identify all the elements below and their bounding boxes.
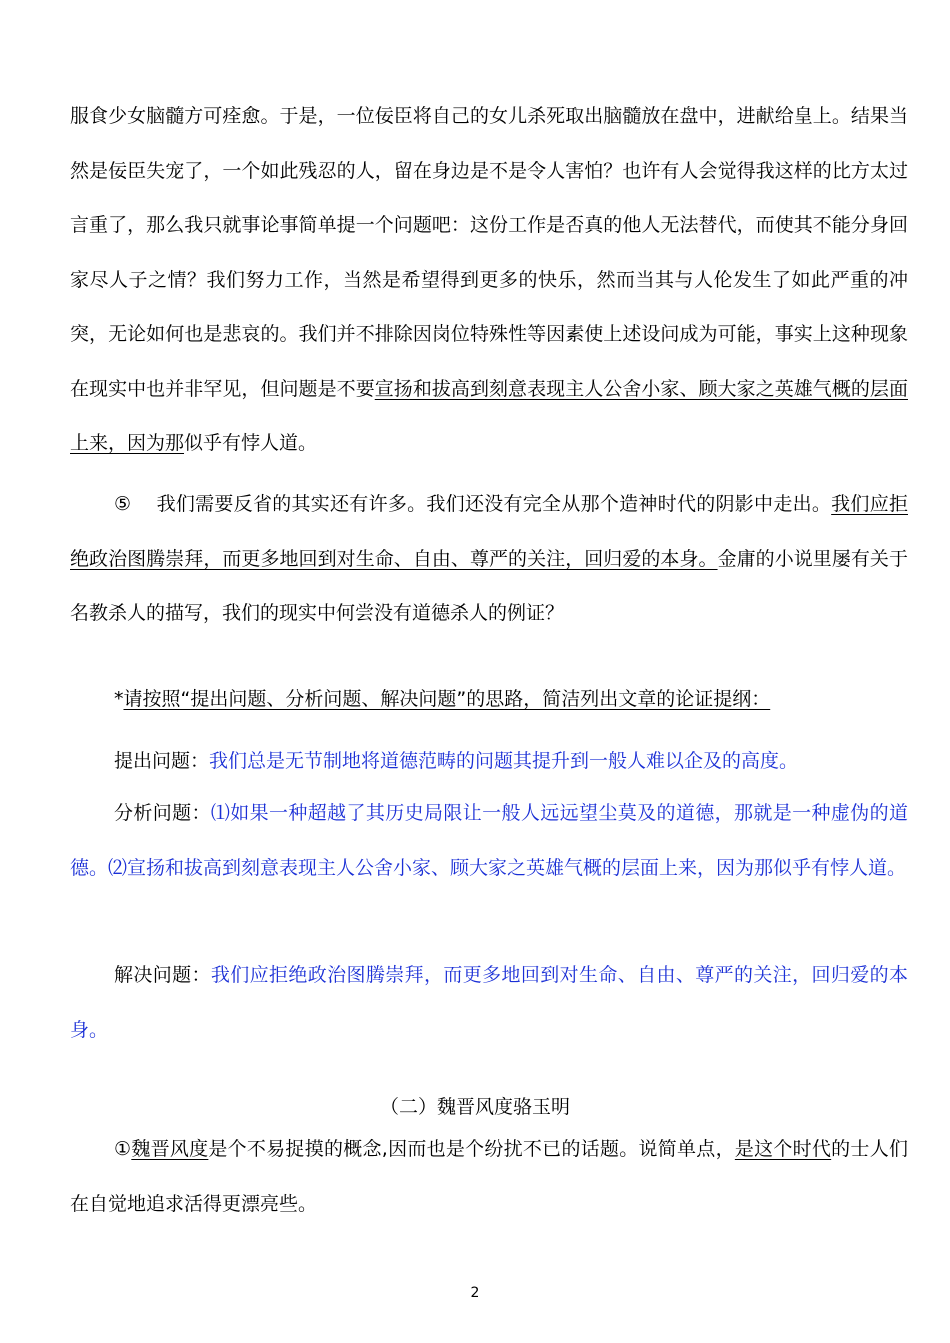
answer-solve [70, 948, 908, 1057]
underlined-phrase: 宣扬和拔高到刻意表现主人公舍小家、顾大家之英雄气概的层面上来，因为那 [70, 377, 908, 454]
answer-analyze-text: ⑴如果一种超越了其历史局限让一般人远远望尘莫及的道德，那就是一种虚伪的道德。⑵宣扬和拔高到刻意表现主人公舍小家、顾大家之英雄气概的层面上来，因为那似乎有悖人道。 [70, 802, 908, 879]
answer-analyze [70, 786, 908, 895]
section-author: 骆玉明 [513, 1096, 571, 1118]
underlined-phrase: 我们应拒绝政治图腾崇拜，而更多地回到对生命、自由、尊严的关注，回归爱的本身。 [70, 493, 908, 570]
answer-analyze-label: 分析问题： [114, 802, 211, 824]
answer-solve-text: 我们应拒绝政治图腾崇拜，而更多地回到对生命、自由、尊严的关注，回归爱的本身。 [70, 964, 908, 1041]
page-number: 2 [470, 1285, 480, 1301]
section-paragraph-1: ①魏晋风度是个不易捉摸的概念,因而也是个纷扰不已的话题。说简单点，是这个时代的士人们在自觉地追求活得更漂亮些。 [70, 1138, 908, 1215]
answer-raise [70, 734, 908, 789]
question-prompt: *请按照“提出问题、分析问题、解决问题”的思路，简洁列出文章的论证提纲： [114, 688, 771, 710]
paragraph-5: ⑤ 我们需要反省的其实还有许多。我们还没有完全从那个造神时代的阴影中走出。我们应拒绝政治图腾崇拜，而更多地回到对生命、自由、尊严的关注，回归爱的本身。金庸的小说里屡有关于名教杀人的描写，我们的现实中何尝没有道德杀人的例证？ [70, 493, 908, 624]
section-title: （二）魏晋风度骆玉明 [379, 1096, 571, 1118]
question-text: 请按照“提出问题、分析问题、解决问题”的思路，简洁列出文章的论证提纲： [123, 688, 771, 710]
paragraph-4-continued: 服食少女脑髓方可痊愈。于是，一位佞臣将自己的女儿杀死取出脑髓放在盘中，进献给皇上。结果当然是佞臣失宠了，一个如此残忍的人，留在身边是不是令人害怕？也许有人会觉得我这样的比方太过言重了，那么我只就事论事简单提一个问题吧：这份工作是否真的他人无法替代，而使其不能分身回家尽人子之情？我们努力工作，当然是希望得到更多的快乐，然而当其与人伦发生了如此严重的冲突，无论如何也是悲哀的。我们并不排除因岗位特殊性等因素使上述设问成为可能，事实上这种现象在现实中也并非罕见，但问题是不要宣扬和拔高到刻意表现主人公舍小家、顾大家之英雄气概的层面上来，因为那似乎有悖人道。 [70, 105, 908, 454]
answer-raise-label: 提出问题： [114, 750, 210, 772]
answer-raise-text: 我们总是无节制地将道德范畴的问题其提升到一般人难以企及的高度。 [209, 750, 799, 772]
paragraph-number: ⑤ [114, 493, 132, 515]
answer-solve-label: 解决问题： [114, 964, 211, 986]
paragraph-number: ① [114, 1138, 132, 1160]
